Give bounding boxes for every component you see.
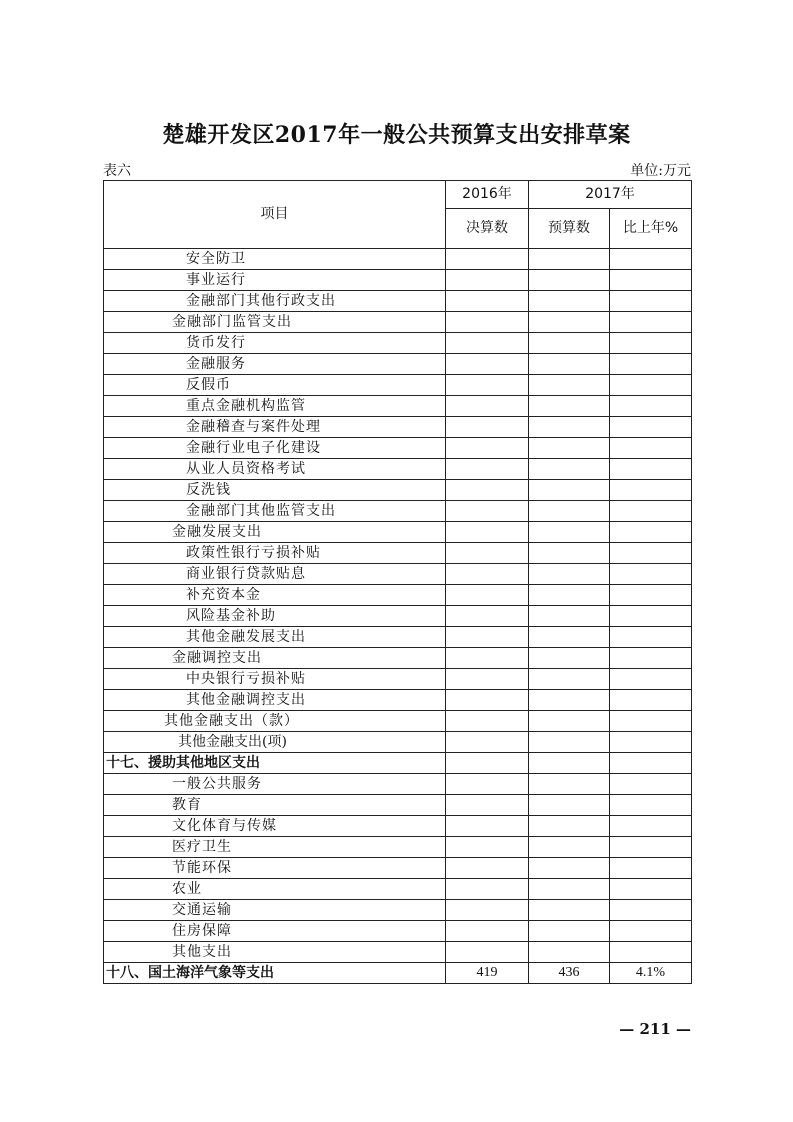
row-item-label: 一般公共服务	[104, 774, 446, 795]
row-budget-2017	[529, 900, 610, 921]
row-item-label: 金融调控支出	[104, 648, 446, 669]
row-budget-2017	[529, 396, 610, 417]
row-budget-2017	[529, 627, 610, 648]
row-item-label: 十八、国土海洋气象等支出	[104, 963, 446, 984]
row-budget-2017	[529, 291, 610, 312]
table-row	[104, 942, 692, 963]
header-year-2016: 2016年	[446, 181, 529, 209]
row-budget-2017	[529, 417, 610, 438]
header-budget: 预算数	[529, 209, 610, 249]
header-final-accounts: 决算数	[446, 209, 529, 249]
row-budget-2017	[529, 270, 610, 291]
row-final-2016	[446, 921, 529, 942]
row-budget-2017	[529, 816, 610, 837]
row-item-label: 金融部门其他监管支出	[104, 501, 446, 522]
table-row	[104, 753, 692, 774]
unit-label: 单位:万元	[630, 163, 691, 179]
row-change-pct: 4.1%	[610, 963, 692, 984]
table-row	[104, 774, 692, 795]
row-final-2016	[446, 270, 529, 291]
row-budget-2017: 436	[529, 963, 610, 984]
row-final-2016	[446, 333, 529, 354]
row-budget-2017	[529, 837, 610, 858]
row-final-2016	[446, 753, 529, 774]
page-number: — 211 —	[619, 1020, 691, 1038]
row-final-2016	[446, 837, 529, 858]
row-final-2016	[446, 711, 529, 732]
row-change-pct	[610, 333, 692, 354]
row-item-label: 其他支出	[104, 942, 446, 963]
row-budget-2017	[529, 795, 610, 816]
table-row	[104, 291, 692, 312]
row-item-label: 安全防卫	[104, 249, 446, 270]
row-final-2016	[446, 585, 529, 606]
row-final-2016	[446, 522, 529, 543]
row-change-pct	[610, 354, 692, 375]
table-row	[104, 480, 692, 501]
table-row	[104, 606, 692, 627]
row-change-pct	[610, 690, 692, 711]
row-item-label: 金融服务	[104, 354, 446, 375]
row-final-2016	[446, 774, 529, 795]
table-row	[104, 585, 692, 606]
row-change-pct	[610, 900, 692, 921]
row-final-2016	[446, 417, 529, 438]
row-change-pct	[610, 396, 692, 417]
row-budget-2017	[529, 333, 610, 354]
row-final-2016	[446, 627, 529, 648]
table-row	[104, 669, 692, 690]
row-item-label: 货币发行	[104, 333, 446, 354]
row-budget-2017	[529, 606, 610, 627]
row-final-2016	[446, 480, 529, 501]
row-item-label: 其他金融支出(项)	[104, 732, 446, 753]
row-item-label: 从业人员资格考试	[104, 459, 446, 480]
table-row	[104, 795, 692, 816]
table-row	[104, 375, 692, 396]
row-final-2016	[446, 375, 529, 396]
row-change-pct	[610, 312, 692, 333]
row-change-pct	[610, 669, 692, 690]
row-item-label: 医疗卫生	[104, 837, 446, 858]
row-item-label: 其他金融发展支出	[104, 627, 446, 648]
row-final-2016	[446, 543, 529, 564]
row-change-pct	[610, 921, 692, 942]
row-change-pct	[610, 858, 692, 879]
row-item-label: 节能环保	[104, 858, 446, 879]
row-final-2016	[446, 396, 529, 417]
row-final-2016	[446, 291, 529, 312]
row-final-2016	[446, 900, 529, 921]
row-budget-2017	[529, 522, 610, 543]
row-budget-2017	[529, 690, 610, 711]
row-change-pct	[610, 816, 692, 837]
row-budget-2017	[529, 858, 610, 879]
row-change-pct	[610, 501, 692, 522]
row-final-2016	[446, 732, 529, 753]
row-budget-2017	[529, 249, 610, 270]
header-year-2017: 2017年	[529, 181, 692, 209]
table-row	[104, 312, 692, 333]
row-change-pct	[610, 795, 692, 816]
table-row	[104, 921, 692, 942]
row-budget-2017	[529, 732, 610, 753]
row-budget-2017	[529, 669, 610, 690]
table-body	[104, 249, 692, 984]
row-budget-2017	[529, 438, 610, 459]
row-budget-2017	[529, 375, 610, 396]
row-item-label: 农业	[104, 879, 446, 900]
row-final-2016: 419	[446, 963, 529, 984]
row-change-pct	[610, 375, 692, 396]
row-change-pct	[610, 543, 692, 564]
table-row	[104, 564, 692, 585]
row-final-2016	[446, 354, 529, 375]
row-final-2016	[446, 879, 529, 900]
table-row	[104, 879, 692, 900]
table-row	[104, 648, 692, 669]
row-change-pct	[610, 648, 692, 669]
row-final-2016	[446, 501, 529, 522]
row-change-pct	[610, 564, 692, 585]
table-row	[104, 816, 692, 837]
row-final-2016	[446, 312, 529, 333]
row-change-pct	[610, 753, 692, 774]
row-budget-2017	[529, 879, 610, 900]
row-item-label: 文化体育与传媒	[104, 816, 446, 837]
table-row	[104, 333, 692, 354]
row-budget-2017	[529, 753, 610, 774]
table-row	[104, 732, 692, 753]
row-final-2016	[446, 795, 529, 816]
row-item-label: 交通运输	[104, 900, 446, 921]
row-change-pct	[610, 774, 692, 795]
row-item-label: 商业银行贷款贴息	[104, 564, 446, 585]
row-change-pct	[610, 417, 692, 438]
table-row	[104, 270, 692, 291]
row-final-2016	[446, 564, 529, 585]
row-item-label: 中央银行亏损补贴	[104, 669, 446, 690]
row-budget-2017	[529, 543, 610, 564]
row-final-2016	[446, 459, 529, 480]
row-item-label: 重点金融机构监管	[104, 396, 446, 417]
row-budget-2017	[529, 711, 610, 732]
row-final-2016	[446, 249, 529, 270]
row-item-label: 金融部门其他行政支出	[104, 291, 446, 312]
table-row	[104, 690, 692, 711]
row-final-2016	[446, 438, 529, 459]
table-row	[104, 900, 692, 921]
table-row	[104, 627, 692, 648]
table-row	[104, 522, 692, 543]
table-row	[104, 396, 692, 417]
row-change-pct	[610, 732, 692, 753]
table-row	[104, 711, 692, 732]
row-item-label: 十七、援助其他地区支出	[104, 753, 446, 774]
row-change-pct	[610, 585, 692, 606]
row-final-2016	[446, 690, 529, 711]
table-row	[104, 858, 692, 879]
row-item-label: 金融行业电子化建设	[104, 438, 446, 459]
row-item-label: 反假币	[104, 375, 446, 396]
row-item-label: 金融稽查与案件处理	[104, 417, 446, 438]
table-row	[104, 354, 692, 375]
table-row	[104, 501, 692, 522]
row-item-label: 其他金融调控支出	[104, 690, 446, 711]
row-budget-2017	[529, 459, 610, 480]
row-item-label: 金融部门监管支出	[104, 312, 446, 333]
row-budget-2017	[529, 480, 610, 501]
row-final-2016	[446, 606, 529, 627]
table-row	[104, 837, 692, 858]
row-item-label: 反洗钱	[104, 480, 446, 501]
row-change-pct	[610, 459, 692, 480]
row-change-pct	[610, 837, 692, 858]
row-change-pct	[610, 879, 692, 900]
row-change-pct	[610, 627, 692, 648]
row-budget-2017	[529, 564, 610, 585]
header-item: 项目	[104, 181, 446, 249]
row-change-pct	[610, 480, 692, 501]
budget-table	[103, 180, 692, 984]
table-row	[104, 543, 692, 564]
row-final-2016	[446, 858, 529, 879]
row-change-pct	[610, 606, 692, 627]
row-change-pct	[610, 249, 692, 270]
row-budget-2017	[529, 942, 610, 963]
row-budget-2017	[529, 312, 610, 333]
row-item-label: 金融发展支出	[104, 522, 446, 543]
row-budget-2017	[529, 774, 610, 795]
row-item-label: 教育	[104, 795, 446, 816]
row-change-pct	[610, 438, 692, 459]
row-final-2016	[446, 942, 529, 963]
row-budget-2017	[529, 501, 610, 522]
table-row	[104, 249, 692, 270]
row-budget-2017	[529, 648, 610, 669]
row-final-2016	[446, 648, 529, 669]
row-final-2016	[446, 669, 529, 690]
row-item-label: 风险基金补助	[104, 606, 446, 627]
row-item-label: 住房保障	[104, 921, 446, 942]
row-change-pct	[610, 270, 692, 291]
row-change-pct	[610, 942, 692, 963]
row-change-pct	[610, 522, 692, 543]
row-budget-2017	[529, 921, 610, 942]
row-change-pct	[610, 291, 692, 312]
row-change-pct	[610, 711, 692, 732]
table-row	[104, 459, 692, 480]
row-budget-2017	[529, 354, 610, 375]
row-final-2016	[446, 816, 529, 837]
table-label: 表六	[103, 163, 131, 179]
row-item-label: 政策性银行亏损补贴	[104, 543, 446, 564]
row-item-label: 其他金融支出（款）	[104, 711, 446, 732]
header-vs-last-year: 比上年%	[610, 209, 692, 249]
row-item-label: 补充资本金	[104, 585, 446, 606]
table-header	[104, 181, 692, 249]
table-row	[104, 417, 692, 438]
row-item-label: 事业运行	[104, 270, 446, 291]
row-budget-2017	[529, 585, 610, 606]
document-title: 楚雄开发区2017年一般公共预算支出安排草案	[162, 122, 631, 148]
table-row	[104, 963, 692, 984]
table-row	[104, 438, 692, 459]
